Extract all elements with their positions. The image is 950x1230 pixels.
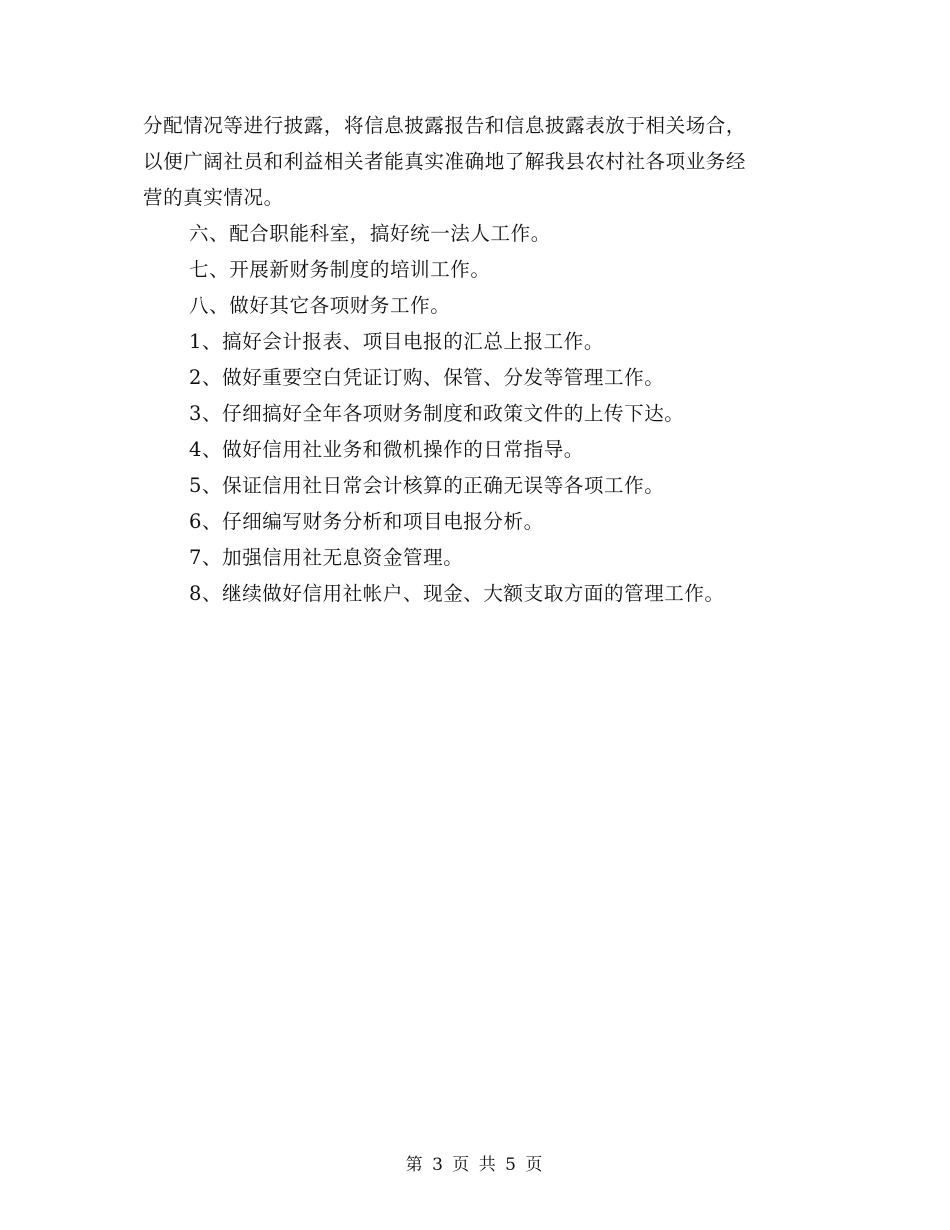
section-heading-seven: 七、开展新财务制度的培训工作。 <box>189 258 491 281</box>
paragraph-line: 分配情况等进行披露，将信息披露报告和信息披露表放于相关场合， <box>143 114 747 137</box>
document-body <box>143 108 803 612</box>
paragraph-line: 以便广阔社员和利益相关者能真实准确地了解我县农村社各项业务经 <box>143 150 747 173</box>
paragraph-line: 营的真实情况。 <box>143 186 284 209</box>
page-number-footer: 第 3 页 共 5 页 <box>405 1155 545 1175</box>
list-item: 5、保证信用社日常会计核算的正确无误等各项工作。 <box>189 474 665 497</box>
list-item: 1、搞好会计报表、项目电报的汇总上报工作。 <box>189 330 605 353</box>
list-item: 4、做好信用社业务和微机操作的日常指导。 <box>189 438 584 461</box>
list-item: 3、仔细搞好全年各项财务制度和政策文件的上传下达。 <box>189 402 685 425</box>
list-item: 6、仔细编写财务分析和项目电报分析。 <box>189 510 544 533</box>
section-heading-six: 六、配合职能科室，搞好统一法人工作。 <box>189 222 551 245</box>
list-item: 8、继续做好信用社帐户、现金、大额支取方面的管理工作。 <box>189 582 725 605</box>
list-item: 7、加强信用社无息资金管理。 <box>189 546 464 569</box>
section-heading-eight: 八、做好其它各项财务工作。 <box>189 294 451 317</box>
list-item: 2、做好重要空白凭证订购、保管、分发等管理工作。 <box>189 366 665 389</box>
